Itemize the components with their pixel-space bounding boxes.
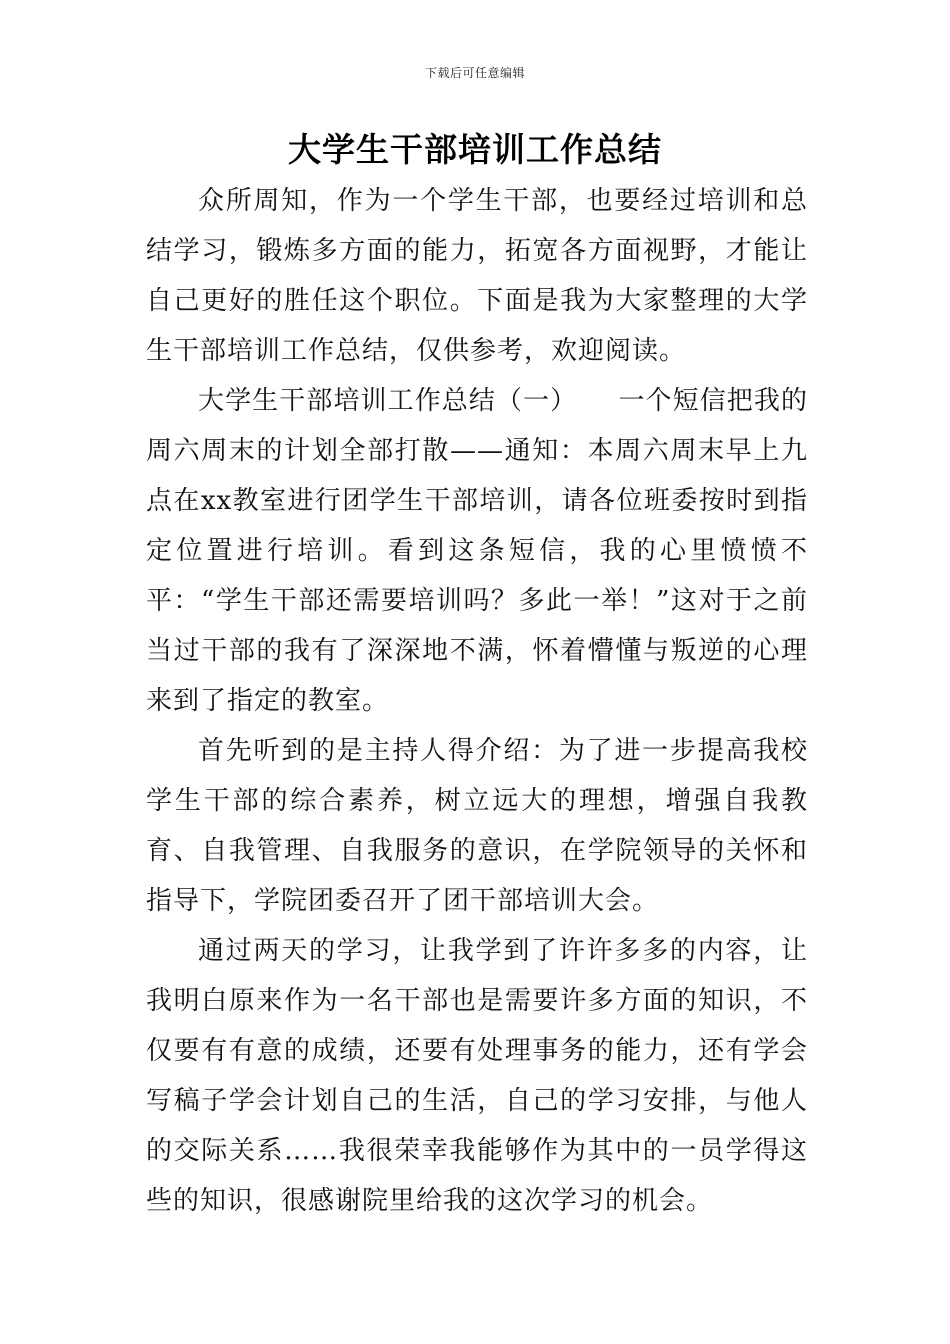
paragraph-intro: 众所周知，作为一个学生干部，也要经过培训和总结学习，锻炼多方面的能力，拓宽各方面视野，才能让自己更好的胜任这个职位。下面是我为大家整理的大学生干部培训工作总结，仅供参考，欢迎阅读。: [146, 186, 808, 366]
paragraph-learning-summary: 通过两天的学习，让我学到了许许多多的内容，让我明白原来作为一名干部也是需要许多方面的知识，不仅要有有意的成绩，还要有处理事务的能力，还有学会写稿子学会计划自己的生活，自己的学习安排，与他人的交际关系……我很荣幸我能够作为其中的一员学得这些的知识，很感谢院里给我的这次学习的机会。: [146, 936, 808, 1216]
document-body: [146, 176, 808, 1226]
paragraph-section-one: 大学生干部培训工作总结（一） 一个短信把我的周六周末的计划全部打散——通知：本周六周末早上九点在xx教室进行团学生干部培训，请各位班委按时到指定位置进行培训。看到这条短信，我的心里愤愤不平：“学生干部还需要培训吗？多此一举！”这对于之前当过干部的我有了深深地不满，怀着懵懂与叛逆的心理来到了指定的教室。: [146, 386, 808, 716]
header-note: 下载后可任意编辑: [424, 66, 525, 80]
paragraph-host-introduction: 首先听到的是主持人得介绍：为了进一步提高我校学生干部的综合素养，树立远大的理想，增强自我教育、自我管理、自我服务的意识，在学院领导的关怀和指导下，学院团委召开了团干部培训大会。: [146, 736, 808, 916]
document-title: 大学生干部培训工作总结: [288, 130, 662, 169]
